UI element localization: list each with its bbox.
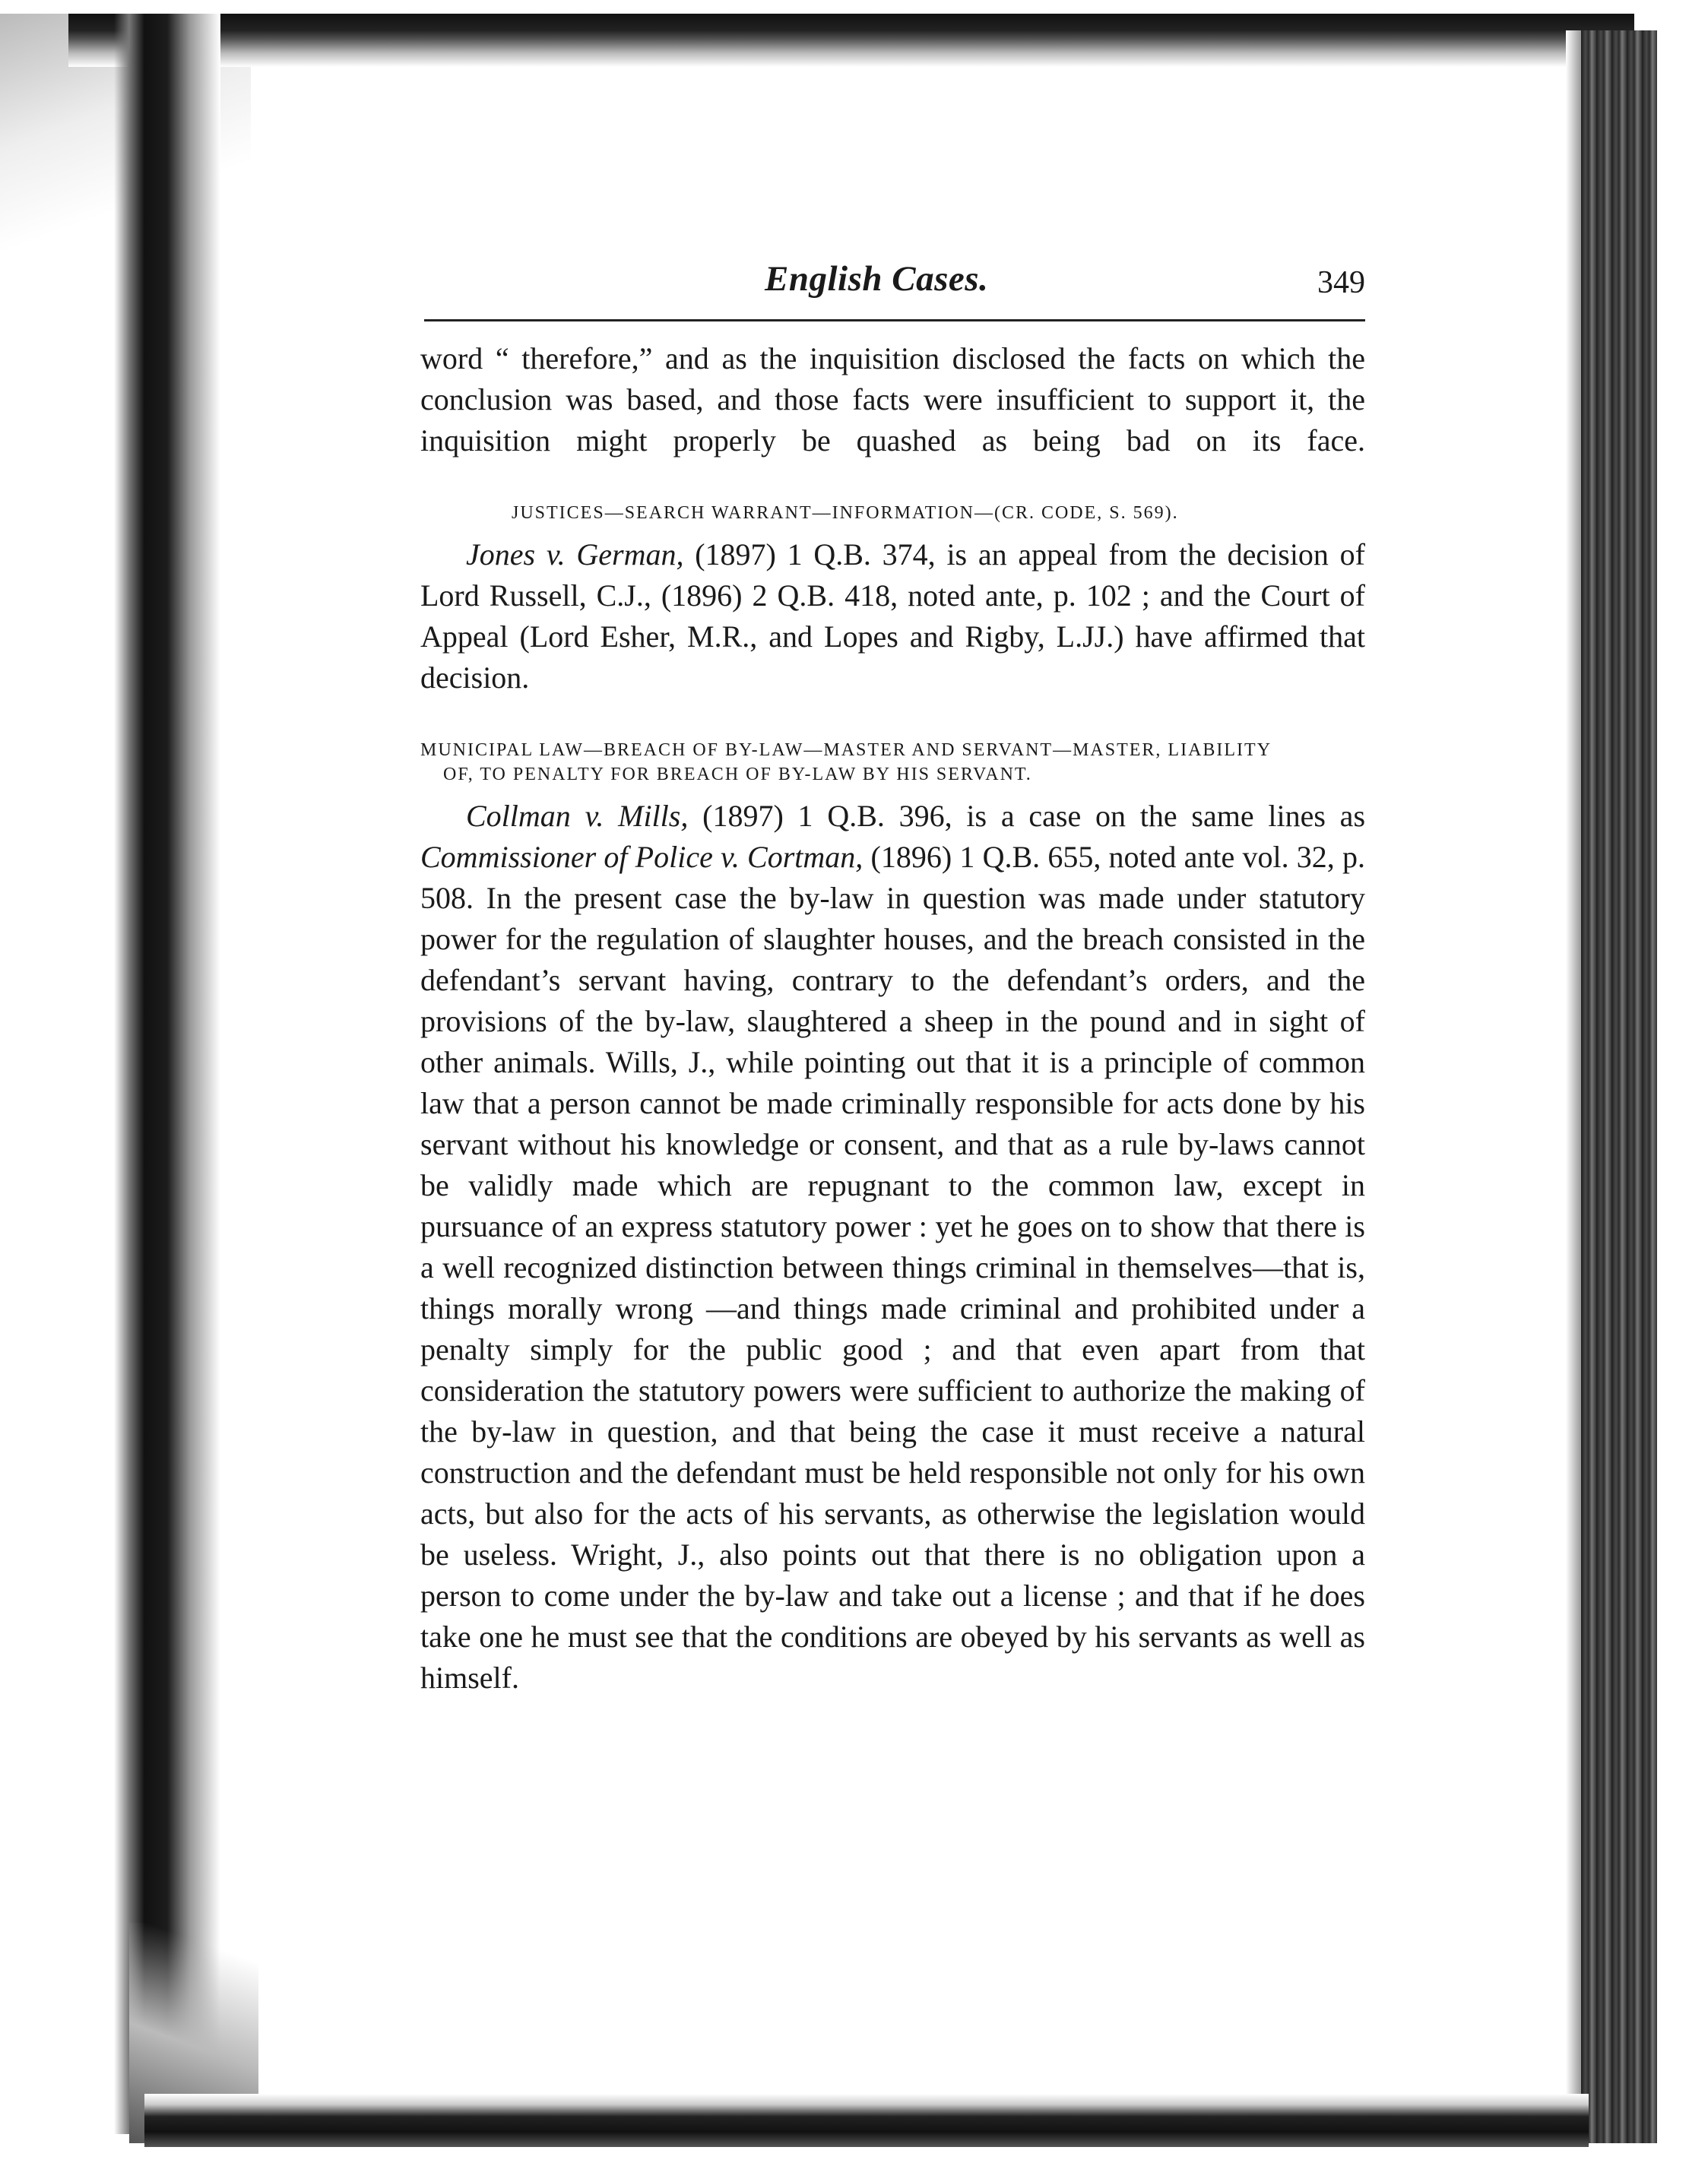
scan-edge-bottom [144, 2094, 1589, 2147]
scan-edge-left [114, 14, 220, 2134]
paragraph-collman-v-mills [420, 796, 1365, 1699]
section-heading-line-2: OF, TO PENALTY FOR BREACH OF BY-LAW BY HIS SERVANT. [443, 765, 1032, 784]
section-heading-line-1: MUNICIPAL LAW—BREACH OF BY-LAW—MASTER AND SERVANT—MASTER, LIABILITY [420, 740, 1272, 760]
section-heading-justices: JUSTICES—SEARCH WARRANT—INFORMATION—(CR. CODE, S. 569). [512, 503, 1179, 523]
case-name-collman-v-mills: Collman v. Mills, [466, 799, 689, 833]
scan-edge-top [68, 14, 1634, 67]
paragraph-collman-text-a: (1897) 1 Q.B. 396, is a case on the same lines as [688, 799, 1366, 833]
body-text [420, 338, 1365, 1699]
scan-edge-right [1581, 30, 1657, 2143]
paragraph-jones-v-german [420, 534, 1365, 698]
running-title: English Cases. [765, 259, 989, 299]
case-name-commissioner-v-cortman: Commissioner of Police v. Cortman, [420, 840, 864, 874]
scan-edge-right-fade [1566, 30, 1581, 2143]
page-number: 349 [1317, 265, 1365, 300]
paragraph-continuation [420, 338, 1365, 461]
paragraph-continuation-text: word “ therefore,” and as the inquisition disclosed the facts on which the conclusion was based, and those facts were insufficient to support it, the inquisition might properly be quashed as being bad on its face. [420, 341, 1365, 458]
paragraph-jones-text: (1897) 1 Q.B. 374, is an appeal from the decision of Lord Russell, C.J., (1896) 2 Q.B. 418, noted ante, p. 102 ; and the Court of Appeal (Lord Esher, M.R., and Lopes and Rigby, L.JJ.) have affirmed that decision. [420, 537, 1366, 695]
section-heading-municipal-law [420, 738, 1365, 787]
page-header [424, 254, 1365, 321]
paragraph-collman-text-b: (1896) 1 Q.B. 655, noted ante vol. 32, p. 508. In the present case the by-law in question was made under statutory power for the regulation of slaughter houses, and the breach consisted in the defendant’s servant having, contrary to the defendant’s orders, and the provisions of the by-law, slaughtered a sheep in the pound and in sight of other animals. Wills, J., while pointing out that it is a principle of common law that a person cannot be made criminally responsible for acts done by his servant without his knowledge or consent, and that as a rule by-laws cannot be validly made which are repugnant to the common law, except in pursuance of an express statutory power : yet he goes on to show that there is a well recognized distinction between things criminal in themselves—that is, things morally wrong —and things made criminal and prohibited under a penalty simply for the public good ; and that even apart from that consideration the statutory powers were sufficient to authorize the making of the by-law in question, and that being the case it must receive a natural construction and the defendant must be held responsible not only for his own acts, but also for the acts of his servants, as otherwise the legislation would be useless. Wright, J., also points out that there is no obligation upon a person to come under the by-law and take out a license ; and that if he does take one he must see that the conditions are obeyed by his servants as well as himself. [420, 840, 1365, 1695]
case-name-jones-v-german: Jones v. German, [466, 537, 684, 572]
